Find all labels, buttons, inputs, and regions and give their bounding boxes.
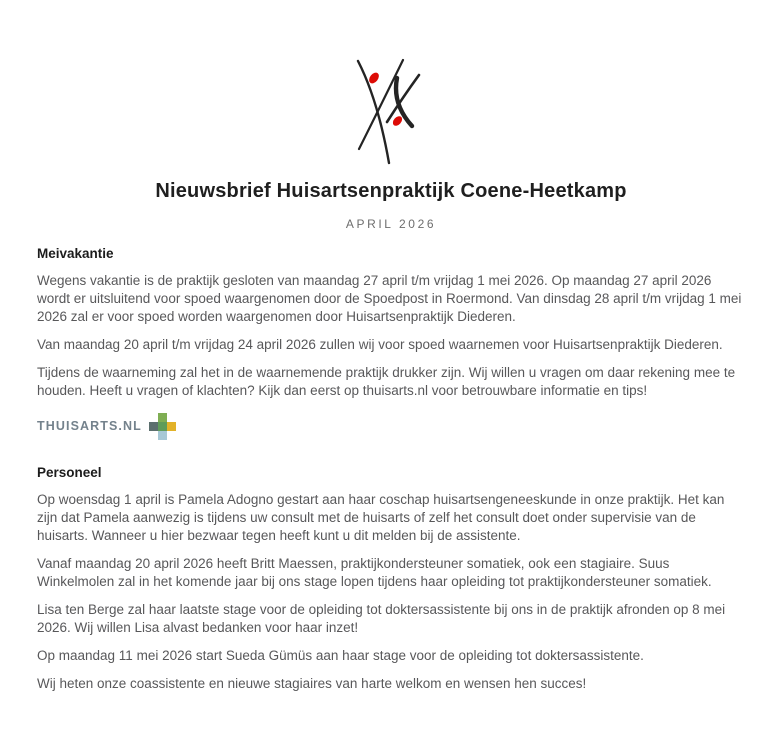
practice-logo <box>0 0 782 173</box>
paragraph-welkom-succes: Wij heten onze coassistente en nieuwe stagiaires van harte welkom en wensen hen succes! <box>37 676 587 691</box>
cross-square-left <box>149 422 158 431</box>
thuisarts-logo <box>37 412 745 440</box>
paragraph-lisa-ten-berge: Lisa ten Berge zal haar laatste stage voor de opleiding tot doktersassistente bij ons in de praktijk afronden op 8 mei 2026. Wij willen Lisa alvast bedanken voor haar inzet! <box>37 602 726 635</box>
newsletter-date: APRIL 2026 <box>345 217 437 231</box>
cross-square-center <box>158 422 167 431</box>
paragraph-stagiaire-suus: Vanaf maandag 20 april 2026 heeft Britt Maessen, praktijkondersteuner somatiek, ook een stagiaire. Suus Winkelmolen zal in het komende jaar bij ons stage lopen tijdens haar opleiding tot praktijkondersteuner somatiek. <box>37 556 712 589</box>
paragraph-waarnemen-diederen: Van maandag 20 april t/m vrijdag 24 april 2026 zullen wij voor spoed waarnemen voor Huisartsenpraktijk Diederen. <box>37 337 723 352</box>
paragraph-sueda-gumus: Op maandag 11 mei 2026 start Sueda Gümüs aan haar stage voor de opleiding tot doktersassistente. <box>37 648 644 663</box>
practice-logo-icon <box>326 48 456 173</box>
cross-square-top <box>158 413 167 422</box>
paragraph-vacation-closure: Wegens vakantie is de praktijk gesloten van maandag 27 april t/m vrijdag 1 mei 2026. Op maandag 27 april 2026 wordt er uitsluitend voor spoed waargenomen door de Spoedpost in Roermond. Van dinsdag 28 april t/m vrijdag 1 mei 2026 zal er voor spoed worden waargenomen door Huisartsenpraktijk Diederen. <box>37 273 742 324</box>
paragraph-thuisarts-tip: Tijdens de waarneming zal het in de waarnemende praktijk drukker zijn. Wij willen u vragen om daar rekening mee te houden. Heeft u vragen of klachten? Kijk dan eerst op thuisarts.nl voor betrouwbare informatie en tips! <box>37 365 736 398</box>
paragraph-coschap-pamela: Op woensdag 1 april is Pamela Adogno gestart aan haar coschap huisartsengeneeskunde in onze praktijk. Het kan zijn dat Pamela aanwezig is tijdens uw consult met de huisarts of zelf het consult doet onder supervisie van de huisarts. Wanneer u hier bezwaar tegen heeft kunt u dit melden bij de assistente. <box>37 492 725 543</box>
cross-square-bottom <box>158 431 167 440</box>
cross-square-right <box>167 422 176 431</box>
logo-red-leaf <box>367 71 381 85</box>
logo-stroke <box>359 60 403 149</box>
newsletter-body <box>0 245 782 723</box>
section-heading-personeel: Personeel <box>37 465 102 480</box>
thuisarts-logo-text: THUISARTS.NL <box>37 419 142 433</box>
thuisarts-cross-icon <box>149 413 176 440</box>
section-heading-meivakantie: Meivakantie <box>37 246 114 261</box>
newsletter-title: Nieuwsbrief Huisartsenpraktijk Coene-Heetkamp <box>155 180 627 202</box>
